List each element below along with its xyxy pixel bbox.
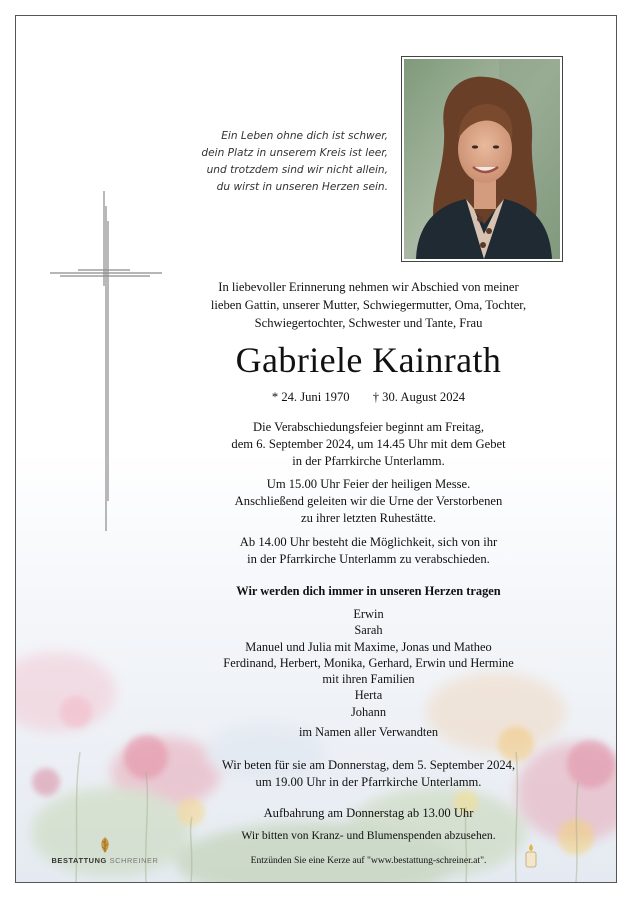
poem-line: und trotzdem sind wir nicht allein, <box>206 164 388 176</box>
intro-line: In liebevoller Erinnerung nehmen wir Abschied von meiner <box>218 280 519 294</box>
mourner: Ferdinand, Herbert, Monika, Gerhard, Erwin und Hermine <box>223 655 514 670</box>
ceremony-line: Anschließend geleiten wir die Urne der Verstorbenen <box>234 494 503 508</box>
mourner: Johann <box>350 704 387 719</box>
laying-out-notice: Aufbahrung am Donnerstag ab 13.00 Uhr <box>263 806 474 820</box>
ceremony-line: zu ihrer letzten Ruhestätte. <box>301 511 436 525</box>
prayer-line: Wir beten für sie am Donnerstag, dem 5. September 2024, <box>221 758 516 772</box>
cross-icon <box>50 191 162 531</box>
logo-wordmark <box>50 856 160 865</box>
ceremony-block-2 <box>181 476 556 527</box>
ceremony-block-3 <box>181 534 556 568</box>
funeral-home-logo <box>50 836 160 870</box>
ceremony-line: Die Verabschiedungsfeier beginnt am Freitag, <box>253 420 484 434</box>
ceremony-line: in der Pfarrkirche Unterlamm. <box>292 454 445 468</box>
portrait-image <box>404 59 560 259</box>
logo-word-2: SCHREINER <box>109 856 159 865</box>
memorial-motto: Wir werden dich immer in unseren Herzen tragen <box>236 584 501 598</box>
ceremony-line: in der Pfarrkirche Unterlamm zu verabschieden. <box>247 552 490 566</box>
candle-note: Entzünden Sie eine Kerze auf "www.bestattung-schreiner.at". <box>250 855 487 866</box>
mourners-list <box>181 606 556 720</box>
deceased-name: Gabriele Kainrath <box>235 340 502 380</box>
poem-line: Ein Leben ohne dich ist schwer, <box>221 130 388 142</box>
birth-date: * 24. Juni 1970 <box>271 390 350 404</box>
ceremony-line: Ab 14.00 Uhr besteht die Möglichkeit, sich von ihr <box>239 535 498 549</box>
memorial-poem <box>176 128 388 196</box>
relatives-note: im Namen aller Verwandten <box>298 725 439 739</box>
ceremony-block-1 <box>181 419 556 470</box>
leaf-logo-icon <box>97 836 113 854</box>
farewell-intro <box>181 278 556 332</box>
parte-content <box>16 16 617 883</box>
intro-line: lieben Gattin, unserer Mutter, Schwiegermutter, Oma, Tochter, <box>210 298 527 312</box>
poem-line: dein Platz in unserem Kreis ist leer, <box>201 147 388 159</box>
death-date: † 30. August 2024 <box>372 390 466 404</box>
mourner: Manuel und Julia mit Maxime, Jonas und Matheo <box>245 639 492 654</box>
prayer-notice <box>181 757 556 791</box>
life-dates <box>181 388 556 406</box>
ceremony-line: Um 15.00 Uhr Feier der heiligen Messe. <box>266 477 471 491</box>
ceremony-line: dem 6. September 2024, um 14.45 Uhr mit dem Gebet <box>231 437 506 451</box>
parte-frame <box>15 15 617 883</box>
mourner: Sarah <box>354 623 383 638</box>
candle-icon[interactable] <box>524 844 538 868</box>
portrait-photo <box>401 56 563 262</box>
prayer-line: um 19.00 Uhr in der Pfarrkirche Unterlamm. <box>255 775 482 789</box>
intro-line: Schwiegertochter, Schwester und Tante, Frau <box>254 316 483 330</box>
mourner: Erwin <box>353 607 384 621</box>
poem-line: du wirst in unseren Herzen sein. <box>216 181 388 193</box>
flowers-note: Wir bitten von Kranz- und Blumenspenden abzusehen. <box>241 829 496 842</box>
logo-word-1: BESTATTUNG <box>51 856 107 865</box>
mourner: mit ihren Familien <box>322 672 415 687</box>
mourner: Herta <box>354 688 383 703</box>
